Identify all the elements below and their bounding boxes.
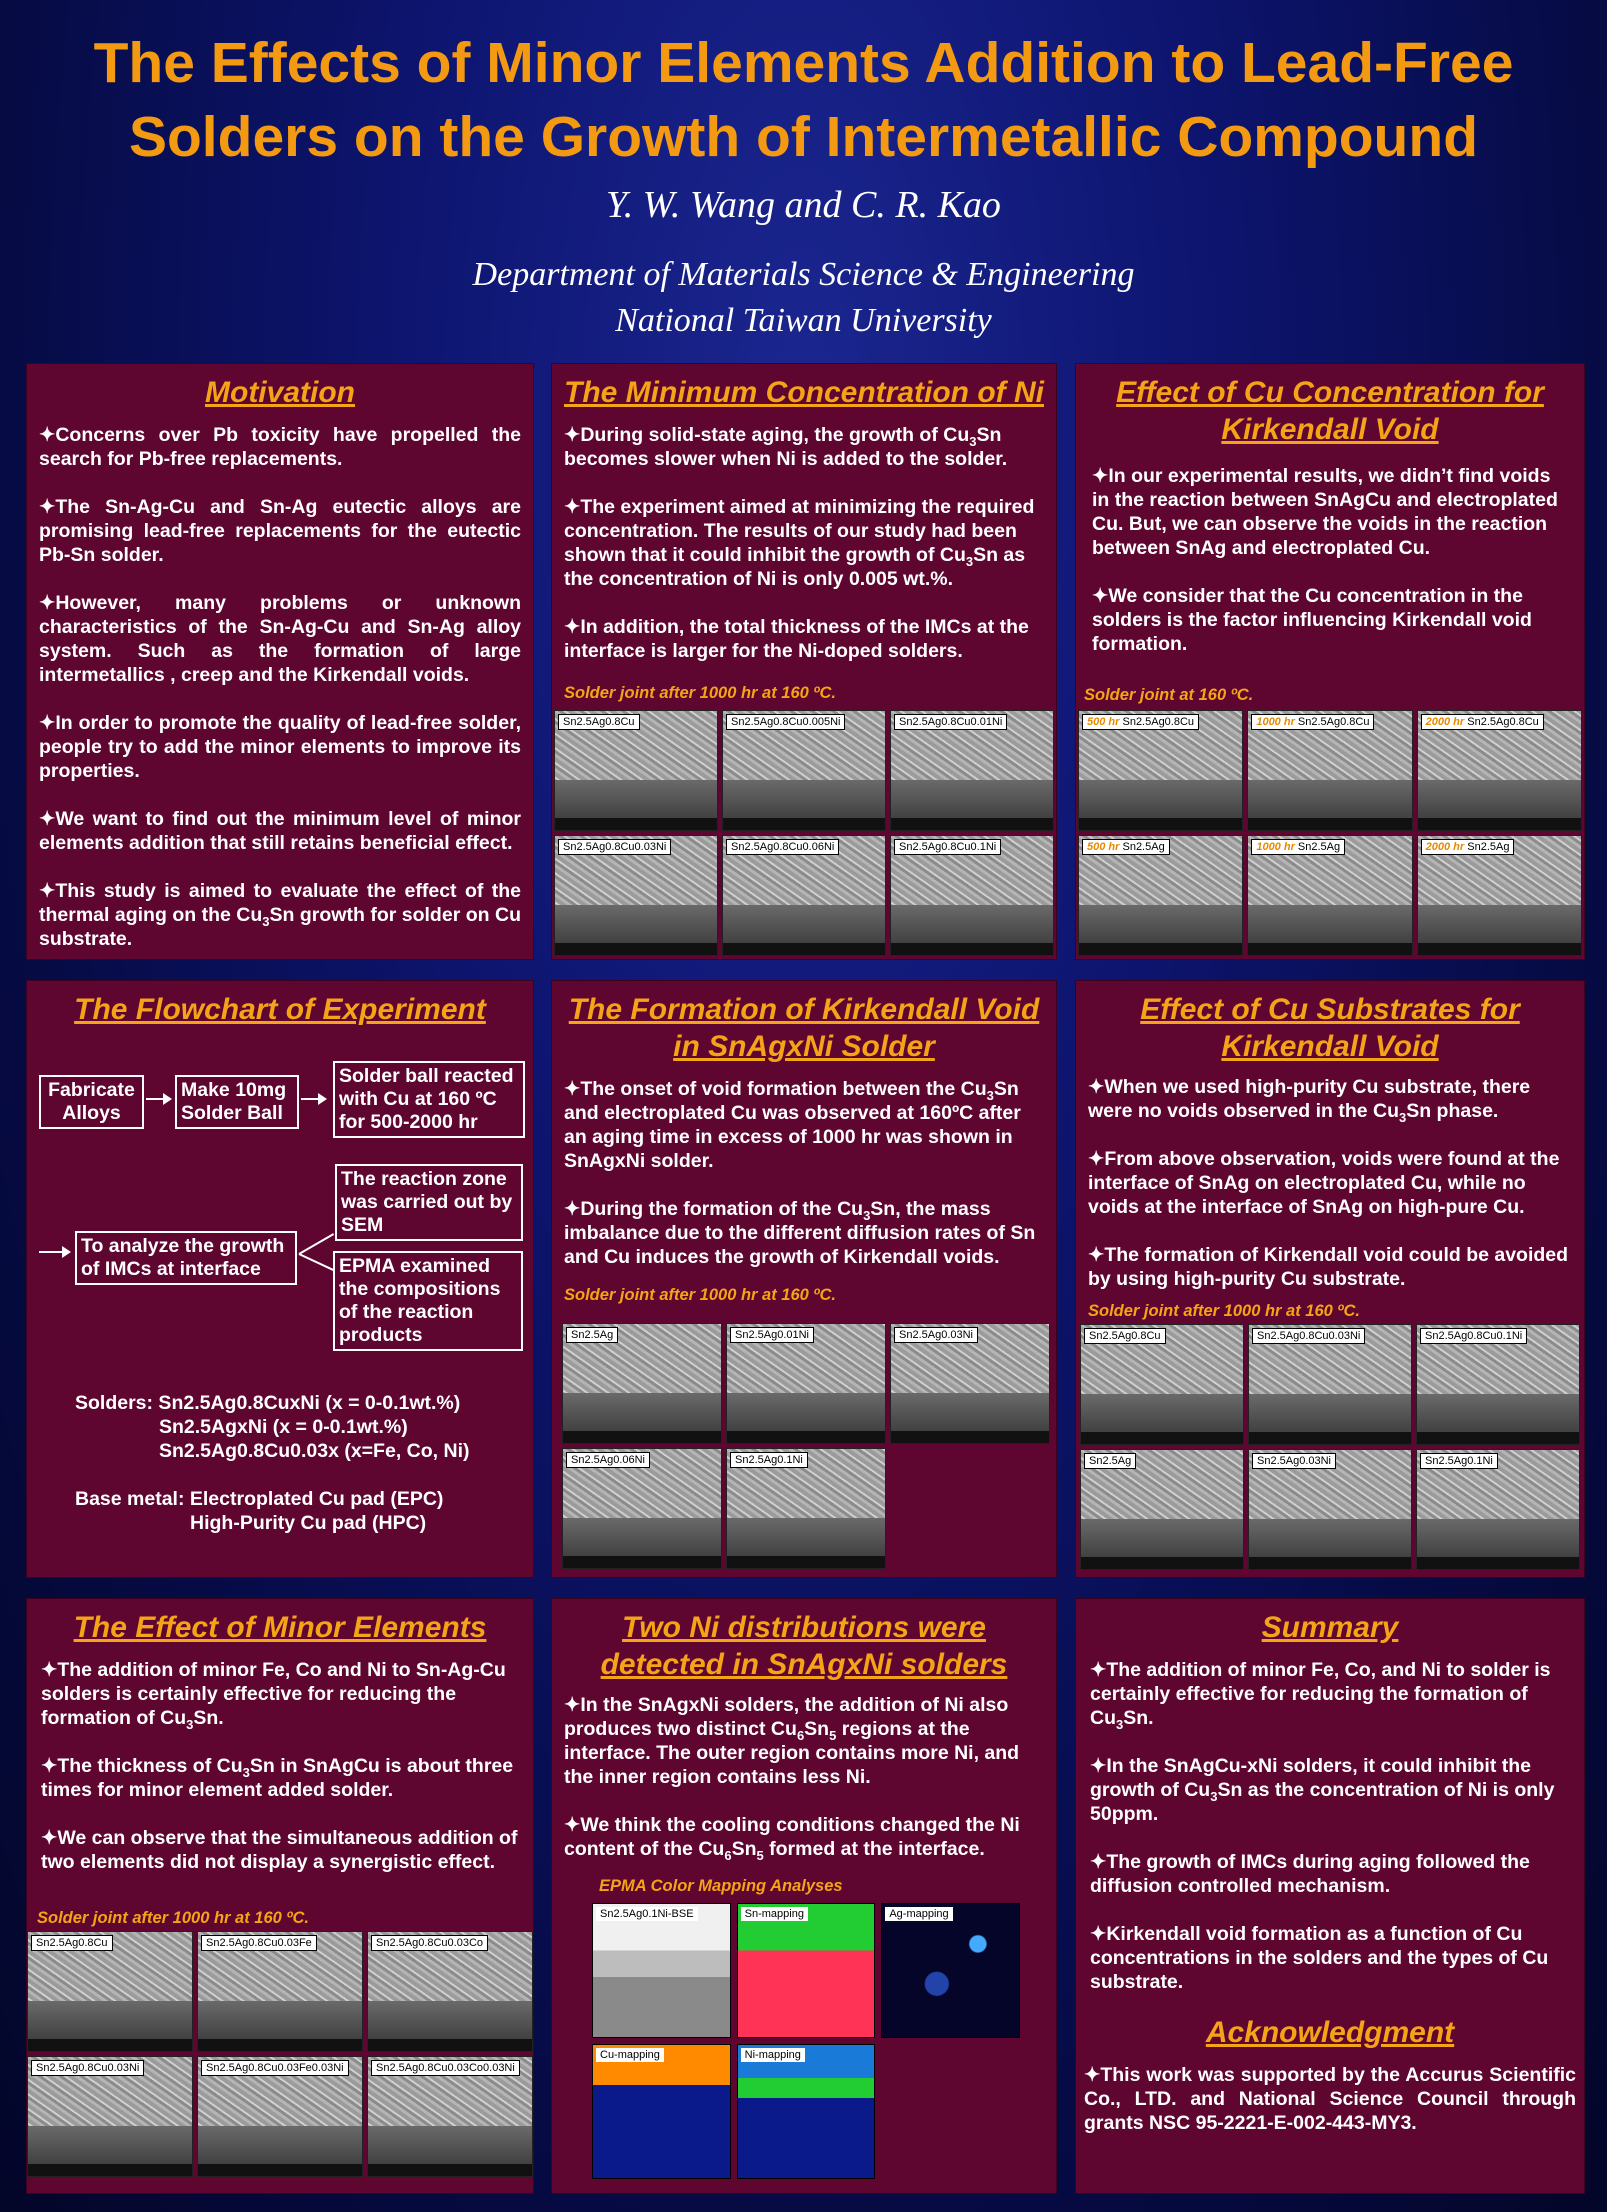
- panel-title: The Flowchart of Experiment: [74, 993, 486, 1026]
- sem-image-grid: [554, 710, 1054, 956]
- scale-bar: [1079, 818, 1242, 830]
- image-label: Sn2.5Ag0.8Cu0.03Ni: [558, 839, 671, 855]
- panel-cu-substrates: [1075, 980, 1585, 1578]
- flow-box-reacted: Solder ball reacted with Cu at 160 ºC for 500-2000 hr: [333, 1061, 525, 1138]
- scale-bar: [1417, 1432, 1579, 1444]
- figure-caption: Solder joint after 1000 hr at 160 ºC.: [37, 1909, 309, 1927]
- image-label: Sn2.5Ag0.8Cu0.03Fe: [201, 1935, 317, 1951]
- imc-layer: [1417, 1394, 1579, 1434]
- sem-image-grid: [27, 1931, 533, 2177]
- panel-title: Effect of Cu Substrates for Kirkendall Void: [1140, 993, 1520, 1063]
- sem-image: [890, 710, 1054, 831]
- imc-layer: [1418, 780, 1581, 820]
- sem-image: [367, 2056, 533, 2177]
- scale-bar: [891, 1431, 1049, 1443]
- panel-minimum-ni: [551, 363, 1057, 960]
- image-label: Sn2.5Ag0.8Cu0.03Fe0.03Ni: [201, 2060, 349, 2076]
- imc-layer: [563, 1518, 721, 1558]
- scale-bar: [555, 818, 717, 830]
- sem-image: [27, 1931, 193, 2052]
- flow-branch-up: [299, 1233, 335, 1255]
- image-label: Sn2.5Ag0.06Ni: [566, 1452, 650, 1468]
- bullet: ✦The addition of minor Fe, Co and Ni to Sn-Ag-Cu solders is certainly effective for reducing the formation of $Cu_3Sn$.: [41, 1659, 506, 1732]
- imc-layer: [891, 905, 1053, 945]
- sample-name: Sn2.5Ag0.8Cu: [1467, 716, 1539, 728]
- scale-bar: [1249, 1557, 1411, 1569]
- authors: Y. W. Wang and C. R. Kao: [606, 184, 1001, 226]
- sem-image-grid: [1080, 1324, 1580, 1570]
- summary-body: [1076, 1658, 1584, 1994]
- aging-time: 1000 hr: [1256, 716, 1295, 728]
- scale-bar: [1081, 1557, 1243, 1569]
- sem-image: [1078, 710, 1243, 831]
- imc-layer: [368, 2126, 532, 2166]
- bullet: ✦In order to promote the quality of lead-free solder, people try to add the minor elements to improve its properties.: [39, 712, 521, 782]
- sem-image: [1247, 710, 1412, 831]
- panel-title: The Effect of Minor Elements: [73, 1611, 487, 1644]
- flow-arrow: [301, 1098, 325, 1100]
- imc-layer: [555, 905, 717, 945]
- bullet: ✦The addition of minor Fe, Co, and Ni to solder is certainly effective for reducing the formation of $Cu_3Sn$.: [1090, 1659, 1551, 1732]
- image-label: Sn2.5Ag0.8Cu0.005Ni: [726, 714, 845, 730]
- scale-bar: [723, 818, 885, 830]
- bullet: ✦However, many problems or unknown characteristics of the Sn-Ag-Cu and Sn-Ag alloy system. Such as the formation of large intermetallics , creep and the Kirkendall voids.: [39, 592, 521, 686]
- bullet: ✦During solid-state aging, the growth of $Cu_3Sn$ becomes slower when Ni is added to the solder.: [564, 424, 1008, 470]
- imc-layer: [891, 1393, 1049, 1433]
- sem-image: [562, 1323, 722, 1444]
- sem-image: [890, 835, 1054, 956]
- image-label: [1082, 839, 1170, 855]
- aging-time: 2000 hr: [1425, 716, 1465, 728]
- bullet: ✦We consider that the Cu concentration in the solders is the factor influencing Kirkendall void formation.: [1092, 585, 1532, 655]
- image-label: Sn2.5Ag: [566, 1327, 618, 1343]
- motivation-body: [27, 423, 533, 951]
- panel-title: Motivation: [205, 376, 355, 409]
- sem-image: [722, 835, 886, 956]
- bullet: ✦When we used high-purity Cu substrate, there were no voids observed in the $Cu_3Sn$ phase.: [1088, 1076, 1531, 1125]
- imc-layer: [723, 780, 885, 820]
- panel-minor-elements: [26, 1598, 534, 2194]
- sem-image: [1080, 1449, 1244, 1570]
- image-label: [1251, 714, 1374, 730]
- image-label: Sn2.5Ag0.8Cu: [31, 1935, 113, 1951]
- scale-bar: [891, 818, 1053, 830]
- image-label: Sn2.5Ag0.8Cu0.01Ni: [894, 714, 1007, 730]
- min-ni-body: [552, 423, 1056, 705]
- acknowledgment-text: ✦This work was supported by the Accurus Scientific Co., LTD. and National Science Council through grants NSC 95-2221-E-002-443-MY3.: [1084, 2064, 1576, 2134]
- imc-layer: [198, 2001, 362, 2041]
- sem-image: [554, 710, 718, 831]
- panel-motivation: [26, 363, 534, 960]
- flow-box-solder-ball: Make 10mg Solder Ball: [175, 1075, 299, 1129]
- bullet: ✦The thickness of $Cu_3Sn$ in SnAgCu is about three times for minor element added solder.: [41, 1755, 514, 1801]
- scale-bar: [563, 1556, 721, 1568]
- image-label: Sn2.5Ag: [1084, 1453, 1136, 1469]
- bullet: ✦We can observe that the simultaneous addition of two elements did not display a synergistic effect.: [41, 1827, 518, 1873]
- imc-layer: [1418, 905, 1581, 945]
- bullet: ✦The formation of Kirkendall void could be avoided by using high-purity Cu substrate.: [1088, 1244, 1569, 1290]
- sem-image: [722, 710, 886, 831]
- acknowledgment-title: Acknowledgment: [1205, 2016, 1455, 2049]
- sample-name: Sn2.5Ag: [1122, 841, 1165, 853]
- sem-image-grid: [562, 1323, 1050, 1569]
- sem-image: [1078, 835, 1243, 956]
- affiliation: Department of Materials Science & Engineering National Taiwan University: [472, 256, 1135, 339]
- bullet: ✦The onset of void formation between the $Cu_3Sn$ and electroplated Cu was observed at 160ºC after an aging time in excess of 1000 hr was shown in SnAgxNi solder.: [564, 1078, 1021, 1172]
- scale-bar: [28, 2164, 192, 2176]
- substrates-body: [1076, 1075, 1584, 1323]
- sem-image: [1248, 1449, 1412, 1570]
- two-ni-body: [552, 1693, 1056, 1861]
- imc-layer: [563, 1393, 721, 1433]
- minor-body: [27, 1658, 533, 1874]
- bullet: ✦In our experimental results, we didn’t find voids in the reaction between SnAgCu and electroplated Cu. But, we can observe the voids in the reaction between SnAg and electroplated Cu.: [1092, 465, 1558, 559]
- imc-layer: [1248, 905, 1411, 945]
- imc-layer: [368, 2001, 532, 2041]
- image-label: Sn2.5Ag0.8Cu: [1084, 1328, 1166, 1344]
- sample-name: Sn2.5Ag0.8Cu: [1297, 716, 1370, 728]
- image-label: Sn2.5Ag0.01Ni: [730, 1327, 814, 1343]
- poster-title: The Effects of Minor Elements Addition to Lead-Free Solders on the Growth of Intermetallic Compound: [93, 31, 1514, 169]
- image-label: Sn2.5Ag0.8Cu0.03Ni: [31, 2060, 144, 2076]
- scale-bar: [1248, 818, 1411, 830]
- imc-layer: [28, 2126, 192, 2166]
- scale-bar: [555, 943, 717, 955]
- imc-layer: [1249, 1394, 1411, 1434]
- scale-bar: [727, 1431, 885, 1443]
- panel-title: The Minimum Concentration of Ni: [564, 376, 1044, 409]
- solders-list: Solders: Sn2.5Ag0.8CuxNi (x = 0-0.1wt.%) Sn2.5AgxNi (x = 0-0.1wt.%) Sn2.5Ag0.8Cu0.03x (x=Fe, Co, Ni) Base metal: Electroplated Cu pad (EPC) High-Purity Cu pad (HPC): [75, 1392, 470, 1534]
- image-label: Sn2.5Ag0.8Cu0.06Ni: [726, 839, 839, 855]
- image-label: [1421, 714, 1544, 730]
- sem-image: [1416, 1324, 1580, 1445]
- sem-image: [1417, 835, 1582, 956]
- epma-map: Cu-mapping: [592, 2044, 731, 2179]
- bullet: ✦Kirkendall void formation as a function of Cu concentrations in the solders and the types of Cu substrate.: [1090, 1923, 1549, 1993]
- flow-box-fabricate: Fabricate Alloys: [39, 1075, 144, 1129]
- image-label: Sn2.5Ag0.8Cu: [558, 714, 640, 730]
- scale-bar: [198, 2164, 362, 2176]
- epma-map: Ni-mapping: [737, 2044, 876, 2179]
- sem-image: [1080, 1324, 1244, 1445]
- sem-image: [890, 1323, 1050, 1444]
- sem-image: [726, 1323, 886, 1444]
- formation-body: [552, 1077, 1056, 1307]
- figure-caption: Solder joint after 1000 hr at 160 ºC.: [564, 1286, 836, 1304]
- panel-title: The Formation of Kirkendall Void in SnAgxNi Solder: [568, 993, 1040, 1063]
- scale-bar: [563, 1431, 721, 1443]
- imc-layer: [723, 905, 885, 945]
- sem-image: [726, 1448, 886, 1569]
- figure-caption: Solder joint after 1000 hr at 160 ºC.: [1088, 1302, 1360, 1320]
- image-label: Sn2.5Ag0.8Cu0.1Ni: [894, 839, 1001, 855]
- imc-layer: [891, 780, 1053, 820]
- imc-layer: [1079, 780, 1242, 820]
- imc-layer: [198, 2126, 362, 2166]
- sem-image: [197, 1931, 363, 2052]
- flow-box-epma: EPMA examined the compositions of the reaction products: [333, 1251, 523, 1351]
- scale-bar: [368, 2164, 532, 2176]
- scale-bar: [1081, 1432, 1243, 1444]
- image-label: [1251, 839, 1345, 855]
- sample-name: Sn2.5Ag: [1297, 841, 1341, 853]
- image-label: Sn2.5Ag0.03Ni: [894, 1327, 978, 1343]
- image-label: Sn2.5Ag0.03Ni: [1252, 1453, 1336, 1469]
- panel-two-ni: [551, 1598, 1057, 2194]
- aging-time: 2000 hr: [1425, 841, 1465, 853]
- panel-title: Two Ni distributions were detected in SnAgxNi solders: [600, 1611, 1008, 1681]
- image-label: Sn2.5Ag0.1Ni: [1420, 1453, 1498, 1469]
- imc-layer: [1249, 1519, 1411, 1559]
- scale-bar: [723, 943, 885, 955]
- epma-map: Sn-mapping: [737, 1903, 876, 2038]
- flow-box-analyze: To analyze the growth of IMCs at interface: [75, 1231, 297, 1285]
- scale-bar: [727, 1556, 885, 1568]
- scale-bar: [1417, 1557, 1579, 1569]
- panel-title: Effect of Cu Concentration for Kirkendall Void: [1116, 376, 1544, 446]
- bullet: ✦In addition, the total thickness of the IMCs at the interface is larger for the Ni-doped solders.: [564, 616, 1029, 662]
- bullet: ✦From above observation, voids were found at the interface of SnAg on electroplated Cu, while no voids at the interface of SnAg on high-pure Cu.: [1088, 1148, 1560, 1218]
- sem-image: [367, 1931, 533, 2052]
- sem-image: [27, 2056, 193, 2177]
- sem-image: [1416, 1449, 1580, 1570]
- flow-arrow: [39, 1251, 69, 1253]
- image-label: [1421, 839, 1515, 855]
- panel-title: Summary: [1261, 1611, 1399, 1644]
- bullet: ✦Concerns over Pb toxicity have propelled the search for Pb-free replacements.: [39, 424, 521, 470]
- bullet: ✦During the formation of the $Cu_3Sn$, the mass imbalance due to the different diffusion rates of Sn and Cu induces the growth of Kirkendall voids.: [564, 1198, 1036, 1268]
- imc-layer: [1081, 1394, 1243, 1434]
- aging-time: 500 hr: [1087, 716, 1120, 728]
- flow-box-sem: The reaction zone was carried out by SEM: [335, 1164, 523, 1241]
- figure-caption: EPMA Color Mapping Analyses: [599, 1877, 843, 1895]
- sem-image: [197, 2056, 363, 2177]
- imc-layer: [1417, 1519, 1579, 1559]
- bullet: ✦The experiment aimed at minimizing the required concentration. The results of our study had been shown that it could inhibit the growth of $Cu_3Sn$ as the concentration of Ni is only 0.005 wt.%.: [564, 496, 1035, 590]
- panel-summary: [1075, 1598, 1585, 2194]
- scale-bar: [198, 2039, 362, 2051]
- image-label: Sn2.5Ag0.8Cu0.03Ni: [1252, 1328, 1365, 1344]
- panel-cu-concentration: [1075, 363, 1585, 960]
- scale-bar: [1418, 943, 1581, 955]
- panel-flowchart: [26, 980, 534, 1578]
- scale-bar: [1079, 943, 1242, 955]
- bullet: ✦In the SnAgxNi solders, the addition of Ni also produces two distinct $Cu_6Sn_5$ regions at the interface. The outer region contains more Ni, and the inner region contains less Ni.: [564, 1694, 1020, 1788]
- image-label: Sn2.5Ag0.8Cu0.03Co0.03Ni: [371, 2060, 520, 2076]
- image-label: Sn2.5Ag0.8Cu0.1Ni: [1420, 1328, 1527, 1344]
- epma-map: Sn2.5Ag0.1Ni-BSE: [592, 1903, 731, 2038]
- scale-bar: [1418, 818, 1581, 830]
- imc-layer: [1081, 1519, 1243, 1559]
- sem-image: [1248, 1324, 1412, 1445]
- scale-bar: [28, 2039, 192, 2051]
- panel-formation-void: [551, 980, 1057, 1578]
- sem-image: [1247, 835, 1412, 956]
- scale-bar: [368, 2039, 532, 2051]
- bullet: ✦The growth of IMCs during aging followed the diffusion controlled mechanism.: [1090, 1851, 1530, 1897]
- sem-image: [554, 835, 718, 956]
- sem-image: [1417, 710, 1582, 831]
- imc-layer: [727, 1518, 885, 1558]
- flow-branch-down: [299, 1253, 334, 1271]
- image-label: Sn2.5Ag0.1Ni: [730, 1452, 808, 1468]
- flow-arrow: [146, 1098, 170, 1100]
- imc-layer: [727, 1393, 885, 1433]
- epma-map: Ag-mapping: [881, 1903, 1020, 2038]
- scale-bar: [891, 943, 1053, 955]
- figure-caption: Solder joint at 160 ºC.: [1084, 686, 1254, 704]
- figure-caption: Solder joint after 1000 hr at 160 ºC.: [564, 684, 836, 702]
- scale-bar: [1249, 1432, 1411, 1444]
- sample-name: Sn2.5Ag0.8Cu: [1122, 716, 1195, 728]
- imc-layer: [28, 2001, 192, 2041]
- imc-layer: [1248, 780, 1411, 820]
- sem-image-grid: [1078, 710, 1582, 956]
- imc-layer: [1079, 905, 1242, 945]
- bullet: ✦In the SnAgCu-xNi solders, it could inhibit the growth of $Cu_3Sn$ as the concentration of Ni is only 50ppm.: [1090, 1755, 1555, 1825]
- cu-conc-body: [1076, 464, 1584, 656]
- bullet: ✦This study is aimed to evaluate the effect of the thermal aging on the $Cu_3Sn$ growth for solder on Cu substrate.: [39, 880, 521, 950]
- imc-layer: [555, 780, 717, 820]
- aging-time: 500 hr: [1087, 841, 1120, 853]
- bullet: ✦The Sn-Ag-Cu and Sn-Ag eutectic alloys are promising lead-free replacements for the eutectic Pb-Sn solder.: [39, 496, 521, 566]
- sample-name: Sn2.5Ag: [1467, 841, 1510, 853]
- image-label: Sn2.5Ag0.8Cu0.03Co: [371, 1935, 488, 1951]
- bullet: ✦We want to find out the minimum level of minor elements addition that still retains beneficial effect.: [39, 808, 521, 854]
- scale-bar: [1248, 943, 1411, 955]
- sem-image: [562, 1448, 722, 1569]
- bullet: ✦We think the cooling conditions changed the Ni content of the $Cu_6Sn_5$ formed at the interface.: [564, 1814, 1020, 1863]
- image-label: [1082, 714, 1199, 730]
- aging-time: 1000 hr: [1256, 841, 1295, 853]
- epma-map-grid: [592, 1903, 1020, 2179]
